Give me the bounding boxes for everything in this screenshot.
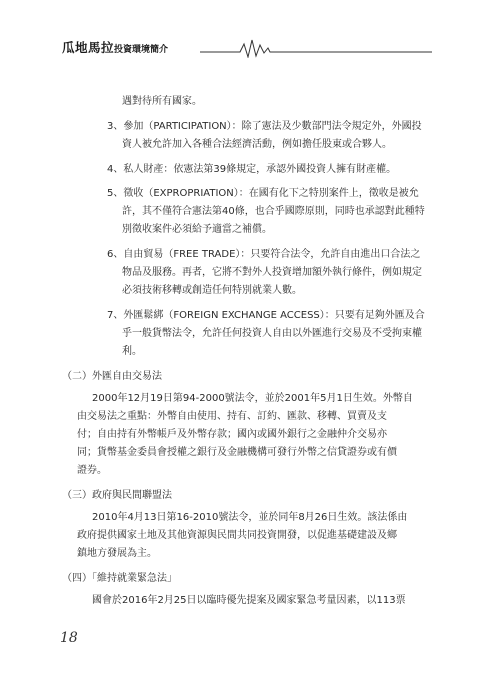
text-line: 別徵收案件必須給予適當之補償。 xyxy=(122,224,272,235)
text-line: 遇對待所有國家。 xyxy=(122,96,202,107)
text-line: 鎮地方發展為主。 xyxy=(77,548,157,559)
text-line: 2010年4月13日第16-2010號法令，並於同年8月26日生效。該法係由 xyxy=(92,512,408,523)
text-line: 政府提供國家土地及其他資源與民間共同投資開發，以促進基礎建設及鄉 xyxy=(77,530,397,541)
text-line: 4、私人財產：依憲法第39條規定，承認外國投資人擁有財產權。 xyxy=(107,164,397,175)
header-title-sub: 投資環境簡介 xyxy=(114,45,169,55)
text-line: 2000年12月19日第94-2000號法令，並於2001年5月1日生效。外幣自 xyxy=(92,393,413,404)
text-line: 6、自由貿易（FREE TRADE）：只要符合法令，允許自由進出口合法之 xyxy=(107,249,421,260)
text-line: 7、外匯鬆綁（FOREIGN EXCHANGE ACCESS）：只要有足夠外匯及合 xyxy=(107,310,425,321)
text-line: （二）外匯自由交易法 xyxy=(62,371,162,382)
text-line: 5、徵收（EXPROPRIATION）：在國有化下之特別案件上，徵收是被允 xyxy=(107,188,419,199)
text-line: 物品及服務。再者，它將不對外人投資增加額外執行條件，例如規定 xyxy=(122,267,422,278)
header-title xyxy=(62,38,168,56)
text-line: 必須技術移轉或創造任何特別就業人數。 xyxy=(122,285,302,296)
text-line: 同；貨幣基金委員會授權之銀行及金融機構可發行外幣之信貸證券或有價 xyxy=(77,447,397,458)
text-line: 國會於2016年2月25日以臨時優先提案及國家緊急考量因素，以113票 xyxy=(92,595,406,606)
header-title-main: 瓜地馬拉 xyxy=(62,40,115,55)
page-number: 18 xyxy=(60,630,78,646)
running-header xyxy=(62,36,432,58)
text-line: 許，其不僅符合憲法第40條，也合乎國際原則，同時也承認對此種特 xyxy=(122,206,425,217)
text-line: 由交易法之重點：外幣自由使用、持有、訂約、匯款、移轉、買賣及支 xyxy=(77,411,387,422)
text-line: （三）政府與民間聯盟法 xyxy=(62,490,172,501)
text-line: （四）「維持就業緊急法」 xyxy=(62,573,177,584)
text-line: 證券。 xyxy=(77,465,107,476)
text-line: 乎一般貨幣法令，允許任何投資人自由以外匯進行交易及不受拘束權 xyxy=(122,328,422,339)
text-line: 利。 xyxy=(122,346,142,357)
text-line: 資人被允許加入各種合法經濟活動，例如擔任股東或合夥人。 xyxy=(122,139,392,150)
text-line: 3、參加（PARTICIPATION）：除了憲法及少數部門法令規定外，外國投 xyxy=(107,121,422,132)
text-line: 付；自由持有外幣帳戶及外幣存款；國內或國外銀行之金融仲介交易亦 xyxy=(77,429,387,440)
